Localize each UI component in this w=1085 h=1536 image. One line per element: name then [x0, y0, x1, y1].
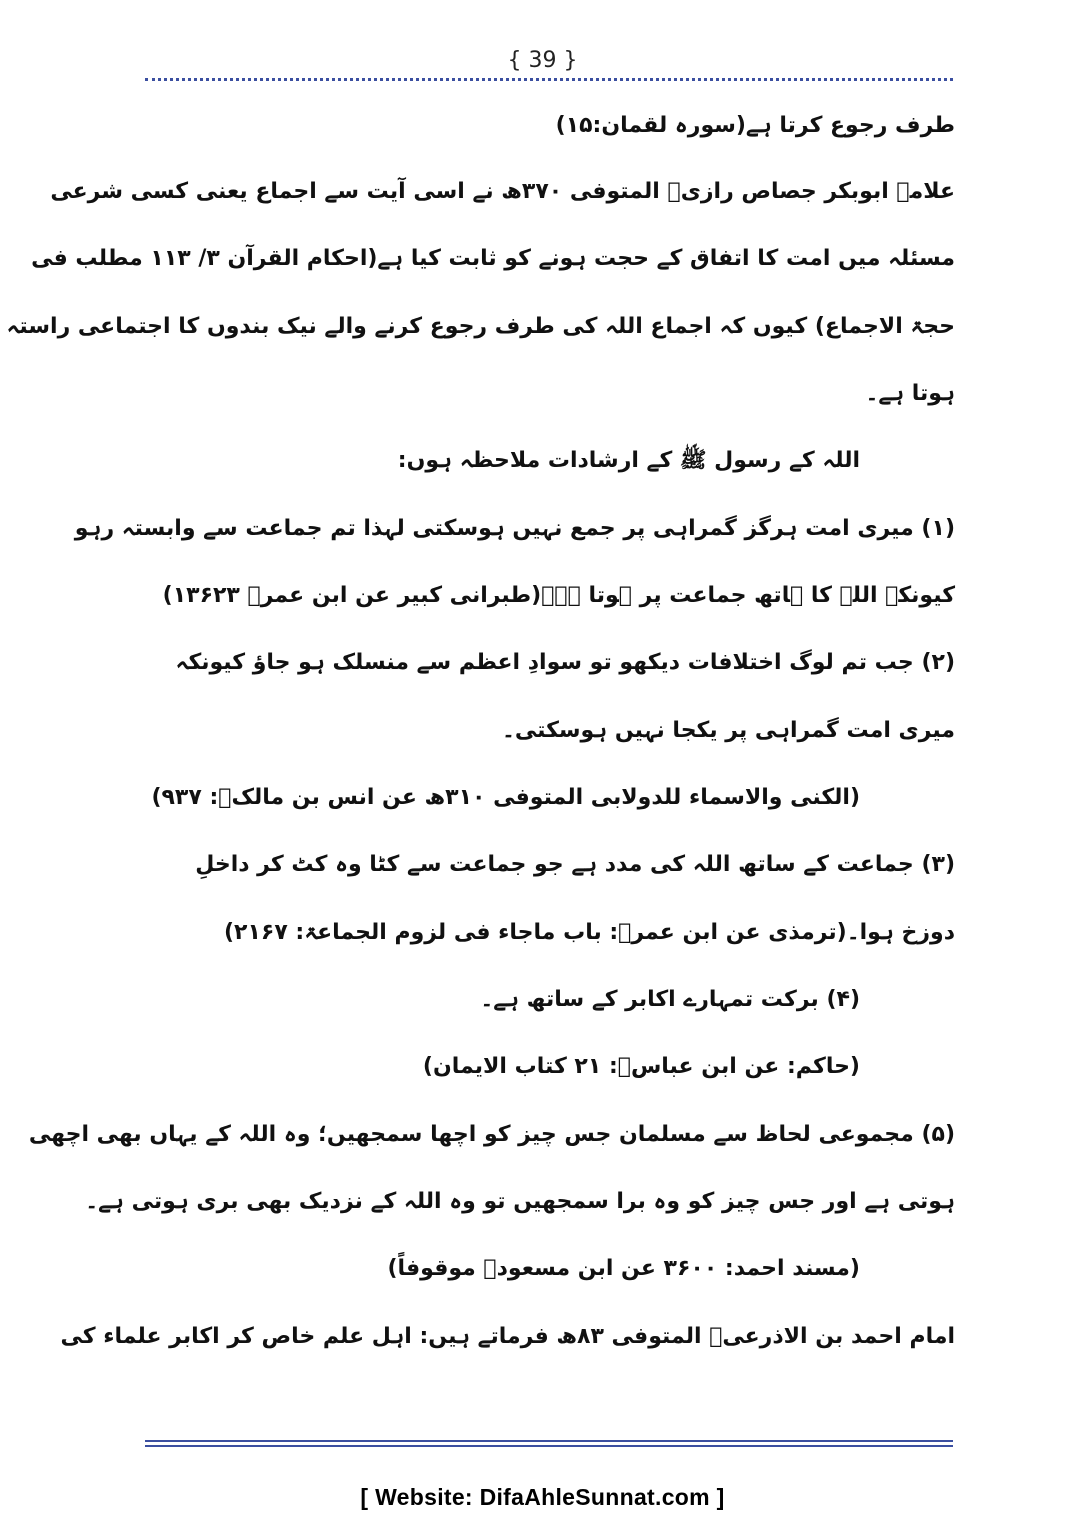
- footer-double-divider: [145, 1440, 953, 1447]
- page-number: { 39 }: [507, 48, 578, 73]
- text-line: حجۃ الاجماع) کیوں کہ اجماع اللہ کی طرف رجوع کرنے والے نیک بندوں کا اجتماعی راستہ: [6, 314, 955, 339]
- text-line: طرف رجوع کرتا ہے(سورہ لقمان:۱۵): [555, 113, 955, 138]
- text-line: امام احمد بن الاذرعیؒ المتوفی ۸۳ھ فرماتے ہیں: اہل علم خاص کر اکابر علماء کی: [60, 1324, 955, 1349]
- text-line: ہوتی ہے اور جس چیز کو وہ برا سمجھیں تو وہ اللہ کے نزدیک بھی بری ہوتی ہے۔: [85, 1189, 955, 1214]
- text-line: (۴) برکت تمہارے اکابر کے ساتھ ہے۔: [480, 987, 860, 1012]
- text-line: مسئلہ میں امت کا اتفاق کے حجت ہونے کو ثابت کیا ہے(احکام القرآن ۳/ ۱۱۳ مطلب فی: [31, 246, 955, 271]
- text-line: (الکنی والاسماء للدولابی المتوفی ۳۱۰ھ عن انس بن مالکؓ: ۹۳۷): [151, 785, 860, 810]
- text-line: کیونکہ اللہ کا ہاتھ جماعت پر ہوتا ہے۔(طبرانی کبیر عن ابن عمرؓ ۱۳۶۲۳): [162, 583, 955, 608]
- text-line: (حاکم: عن ابن عباسؓ: ۲۱ کتاب الایمان): [422, 1054, 860, 1079]
- text-line: (مسند احمد: ۳۶۰۰ عن ابن مسعودؓ موقوفاً): [387, 1256, 860, 1281]
- text-line: (۳) جماعت کے ساتھ اللہ کی مدد ہے جو جماعت سے کٹا وہ کٹ کر داخلِ: [195, 852, 955, 877]
- text-line: ہوتا ہے۔: [865, 381, 955, 406]
- text-line: (۵) مجموعی لحاظ سے مسلمان جس چیز کو اچھا سمجھیں؛ وہ اللہ کے یہاں بھی اچھی: [28, 1122, 955, 1147]
- header-dotted-divider: [145, 78, 953, 81]
- text-line: اللہ کے رسول ﷺ کے ارشادات ملاحظہ ہوں:: [397, 448, 860, 473]
- website-footer: [ Website: DifaAhleSunnat.com ]: [360, 1484, 725, 1510]
- text-line: دوزخ ہوا۔(ترمذی عن ابن عمرؓ: باب ماجاء فی لزوم الجماعۃ: ۲۱۶۷): [223, 920, 955, 945]
- text-line: (۱) میری امت ہرگز گمراہی پر جمع نہیں ہوسکتی لہذا تم جماعت سے وابستہ رہو: [74, 516, 955, 541]
- text-line: علامہ ابوبکر جصاص رازیؒ المتوفی ۳۷۰ھ نے اسی آیت سے اجماع یعنی کسی شرعی: [50, 179, 955, 204]
- text-line: (۲) جب تم لوگ اختلافات دیکھو تو سوادِ اعظم سے منسلک ہو جاؤ کیونکہ: [175, 650, 955, 675]
- text-line: میری امت گمراہی پر یکجا نہیں ہوسکتی۔: [501, 718, 955, 743]
